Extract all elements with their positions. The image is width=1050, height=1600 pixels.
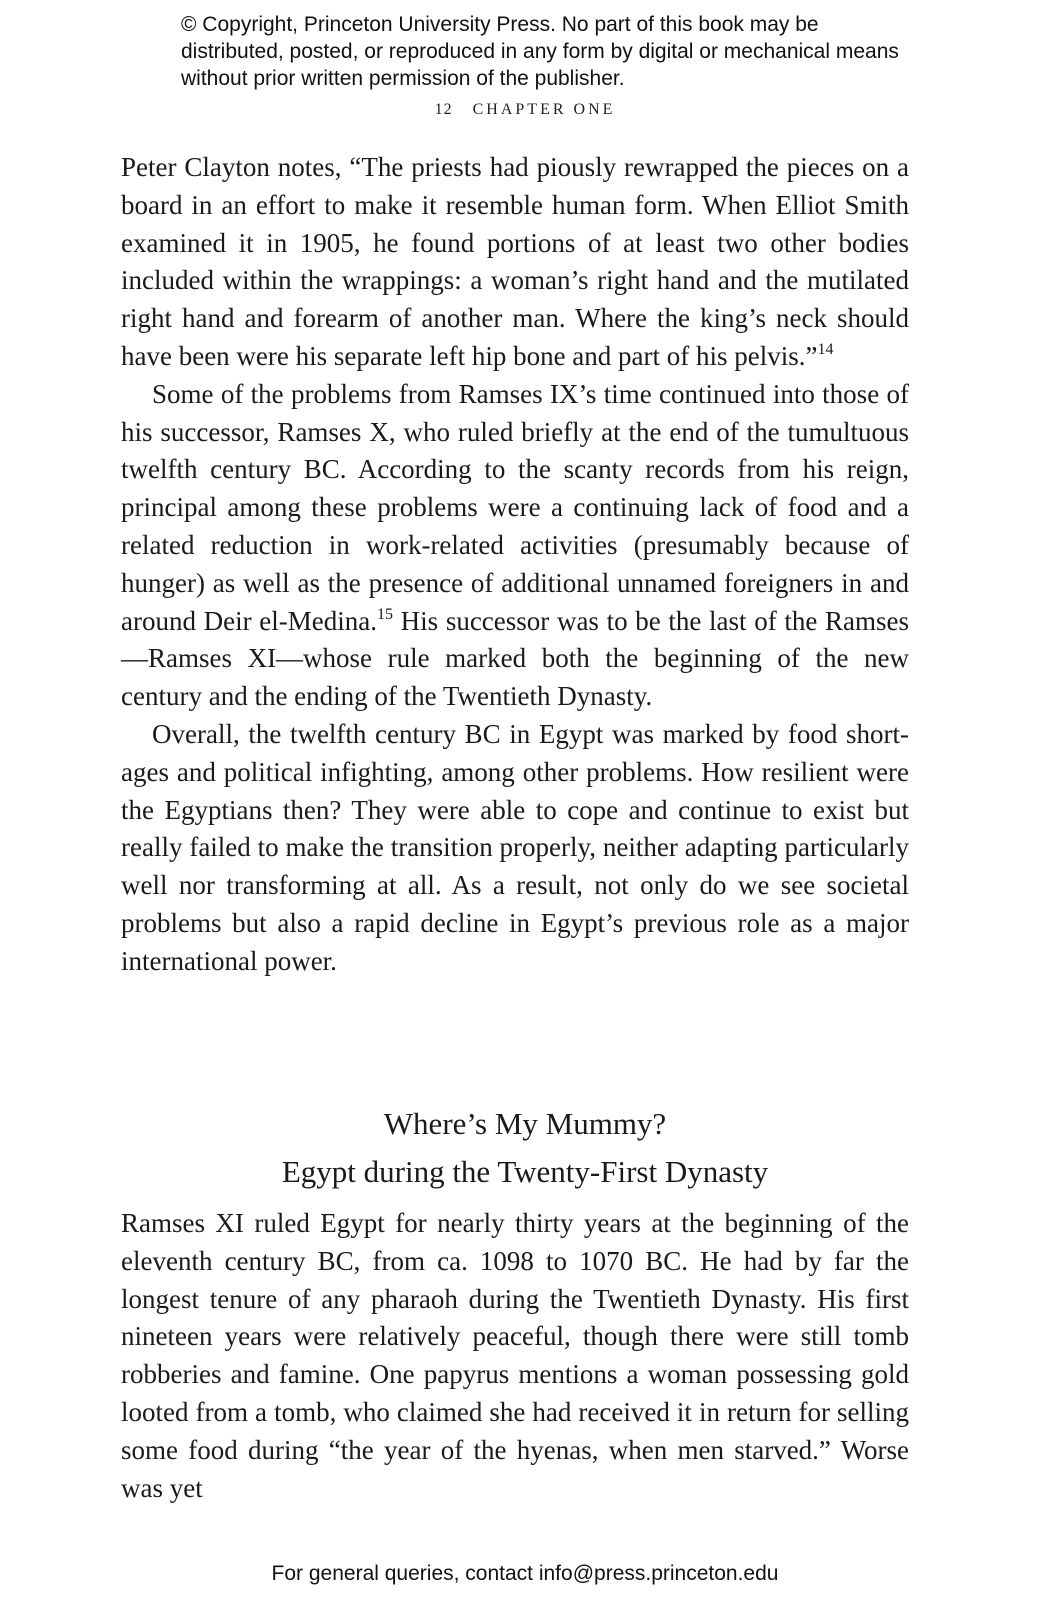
paragraph [121, 376, 909, 716]
footnote-marker: 15 [376, 605, 393, 623]
section-heading [0, 1100, 1050, 1196]
footnote-marker: 14 [817, 340, 834, 358]
paragraph-text: His successor was to be the last of the Ramses—Ramses XI—whose rule marked both the beginning of the new century and the ending of the Twentieth Dynasty. [121, 605, 909, 712]
section-heading-line: Where’s My Mummy? [383, 1106, 667, 1141]
paragraph [121, 1205, 909, 1507]
paragraph-text: Peter Clayton notes, “The priests had piously rewrapped the pieces on a board in an effort to make it resemble human form. When Elliot Smith examined it in 1905, he found portions of at least two other bodies included within the wrappings: a woman’s right hand and the mutilated right hand and forearm of another man. Where the king’s neck should have been were his separate left hip bone and part of his pelvis.” [121, 152, 909, 371]
paragraph-text: Ramses XI ruled Egypt for nearly thirty years at the beginning of the eleventh century BC, from ca. 1098 to 1070 BC. He had by far the longest tenure of any pharaoh during the Twentieth Dynasty. His first nineteen years were relatively peaceful, though there were still tomb robberies and famine. One papyrus mentions a woman possessing gold looted from a tomb, who claimed she had received it in return for selling some food during “the year of the hyenas, when men starved.” Worse was yet [121, 1208, 909, 1503]
paragraph-text: Some of the problems from Ramses IX’s time continued into those of his successor, Ramses X, who ruled briefly at the end of the tumultuous twelfth century BC. According to the scanty records from his reign, principal among these problems were a continuing lack of food and a related reduction in work-related activities (presumably because of hunger) as well as the presence of additional unnamed foreigners in and around Deir el-Medina. [121, 378, 909, 636]
body-text-top [121, 149, 909, 981]
paragraph [121, 716, 909, 981]
paragraph [121, 149, 909, 376]
running-head [0, 101, 1050, 119]
body-text-bottom [121, 1205, 909, 1507]
chapter-title: CHAPTER ONE [472, 101, 616, 118]
page-number: 12 [434, 101, 453, 118]
copyright-notice: © Copyright, Princeton University Press. No part of this book may be distributed, posted, or reproduced in any form by digital or mechanical means without prior written permission of the publisher. [181, 13, 899, 90]
section-heading-line: Egypt during the Twenty-First Dynasty [281, 1154, 769, 1189]
paragraph-text: Overall, the twelfth century BC in Egypt was marked by food shortages and political infighting, among other problems. How resilient were the Egyptians then? They were able to cope and continue to exist but really failed to make the transition properly, neither adapting particularly well nor transforming at all. As a result, not only do we see societal problems but also a rapid decline in Egypt’s previous role as a major international power. [121, 718, 909, 976]
footer-contact: For general queries, contact info@press.princeton.edu [271, 1562, 779, 1585]
